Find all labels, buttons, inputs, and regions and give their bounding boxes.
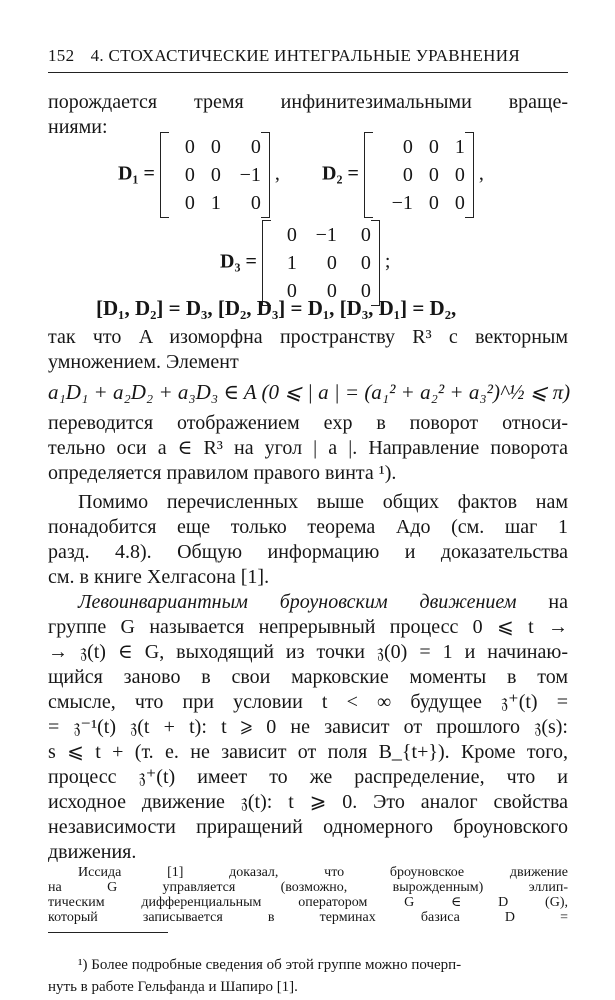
matrix-d2 (322, 132, 484, 218)
text-line: тическим дифференциальным оператором G ∈ D (G), (48, 895, 568, 910)
matrix-cell: 0 (184, 192, 195, 214)
matrix-cell: 0 (250, 192, 261, 214)
matrix-body (271, 221, 371, 305)
running-header (48, 46, 568, 66)
matrix-d3 (220, 220, 390, 306)
text-line: переводится отображением exp в поворот относи- (48, 412, 568, 434)
text-line: щийся заново в свои марковские моменты в том (48, 666, 568, 688)
matrix-cell: 1 (210, 192, 221, 214)
matrix-cell: 0 (454, 164, 465, 186)
text-line: на G управляется (возможно, вырожденным) эллип- (48, 880, 568, 895)
text-line: Иссида [1] доказал, что броуновское движение (78, 865, 568, 880)
matrix-cell: 0 (210, 136, 221, 158)
text-line: определяется правилом правого винта ¹). (48, 462, 397, 484)
text-line: процесс 𝔷⁺(t) имеет то же распределение, что и (48, 766, 568, 788)
page-number: 152 (48, 46, 75, 65)
footnote-rule (48, 932, 168, 933)
matrix-cell: −1 (391, 192, 413, 214)
matrix-cell: 0 (184, 136, 195, 158)
text-line: s ⩽ t + (т. е. не зависит от поля B_{t+}). Кроме того, (48, 741, 568, 763)
matrix-cell: 0 (428, 136, 439, 158)
matrix-cell: 0 (210, 164, 221, 186)
matrix-cell: 0 (286, 280, 297, 302)
text-fragment: на (548, 591, 569, 613)
matrix-cell: 0 (360, 224, 371, 246)
term-definition: Левоинвариантным броуновским движением (78, 591, 517, 613)
separator: , (274, 162, 280, 185)
matrix-cell: 0 (326, 280, 337, 302)
matrix-body (373, 133, 465, 217)
matrix-cell: −1 (315, 224, 337, 246)
matrix-cell: 0 (360, 252, 371, 274)
matrix-label: D₁ = (118, 162, 155, 185)
matrix-cell: 1 (286, 252, 297, 274)
footnote-line: нуть в работе Гельфанда и Шапиро [1]. (48, 979, 298, 995)
text-line: → 𝔷(t) ∈ G, выходящий из точки 𝔷(0) = 1 и начинаю- (48, 641, 568, 663)
text-line: разд. 4.8). Общую информацию и доказательства (48, 541, 568, 563)
text-line: группе G называется непрерывный процесс 0 ⩽ t → (48, 616, 568, 638)
text-line: Помимо перечисленных выше общих фактов нам (78, 491, 568, 513)
matrix-cell: 0 (326, 252, 337, 274)
text-line: порождается тремя инфинитезимальными враще- (48, 91, 568, 113)
matrix-cell: −1 (239, 164, 261, 186)
text-line (78, 590, 568, 615)
header-rule (48, 72, 568, 73)
bracket-left (262, 220, 271, 306)
matrix-cell: 0 (250, 136, 261, 158)
bracket-right (465, 132, 474, 218)
text-line: исходное движение 𝔷(t): t ⩾ 0. Это аналог свойства (48, 791, 568, 813)
matrix-cell: 1 (454, 136, 465, 158)
commutator-relations: [D₁, D₂] = D₃, [D₂, D₃] = D₁, [D₃, D₁] = D₂, (96, 296, 457, 320)
matrix-label: D₂ = (322, 162, 359, 185)
matrix-cell: 0 (184, 164, 195, 186)
text-line: так что A изоморфна пространству R³ с векторным (48, 326, 568, 348)
separator: ; (384, 250, 391, 273)
running-title: 4. СТОХАСТИЧЕСКИЕ ИНТЕГРАЛЬНЫЕ УРАВНЕНИЯ (90, 46, 520, 65)
bracket-right (371, 220, 380, 306)
matrix-cell: 0 (428, 192, 439, 214)
matrix-label: D₃ = (220, 250, 257, 273)
bracket-right (261, 132, 270, 218)
bracket-left (160, 132, 169, 218)
text-line: = 𝔷⁻¹(t) 𝔷(t + t): t ⩾ 0 не зависит от прошлого 𝔷(s): (48, 716, 568, 738)
matrix-body (169, 133, 261, 217)
separator: , (478, 162, 484, 185)
bracket-left (364, 132, 373, 218)
matrix-cell: 0 (402, 136, 413, 158)
text-line: смысле, что при условии t < ∞ будущее 𝔷⁺(t) = (48, 691, 568, 713)
text-line: ниями: (48, 116, 108, 138)
footnote-line: ¹) Более подробные сведения об этой группе можно почерп- (78, 957, 462, 973)
text-line: умножением. Элемент (48, 351, 239, 373)
text-line: который записывается в терминах базиса D = (48, 910, 568, 925)
matrix-d1 (118, 132, 280, 218)
matrix-cell: 0 (428, 164, 439, 186)
text-line: см. в книге Хелгасона [1]. (48, 566, 270, 588)
text-line: движения. (48, 841, 137, 863)
matrix-cell: 0 (454, 192, 465, 214)
matrix-cell: 0 (360, 280, 371, 302)
matrix-cell: 0 (402, 164, 413, 186)
element-formula: a₁D₁ + a₂D₂ + a₃D₃ ∈ A (0 ⩽ | a | = (a₁² + a₂² + a₃²)^½ ⩽ π) (48, 380, 571, 404)
text-line: тельно оси a ∈ R³ на угол | a |. Направление поворота (48, 437, 568, 459)
text-line: понадобится еще только теорема Адо (см. шаг 1 (48, 516, 568, 538)
text-line: независимости приращений одномерного броуновского (48, 816, 568, 838)
matrix-cell: 0 (286, 224, 297, 246)
